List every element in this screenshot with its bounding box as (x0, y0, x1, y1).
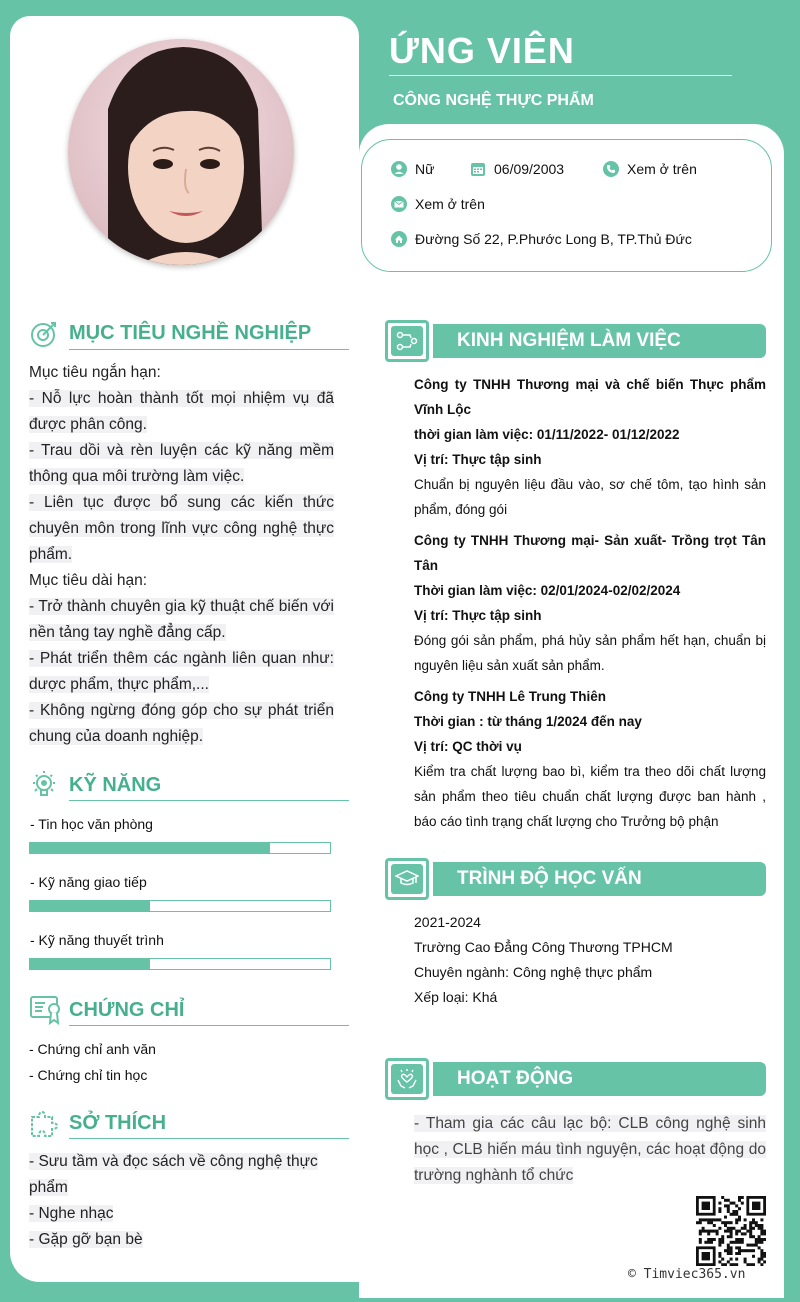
target-icon (30, 320, 58, 348)
hobby-item-2: - Nghe nhạc (29, 1205, 114, 1222)
certificate-item-1: - Chứng chỉ anh văn (29, 1041, 156, 1057)
skill-fill (30, 843, 270, 853)
job-desc: Đóng gói sản phẩm, phá hủy sản phẩm hết hạn, chuẩn bị nguyên liệu sản xuất sản phẩm. (414, 633, 766, 673)
job-1 (414, 372, 766, 522)
calendar-icon (470, 161, 486, 177)
hobbies-title: SỞ THÍCH (69, 1112, 167, 1134)
skill-bar-1 (29, 842, 331, 854)
candidate-name: ỨNG VIÊN (389, 30, 575, 71)
email-value: Xem ở trên (415, 196, 485, 212)
education-title: TRÌNH ĐỘ HỌC VẤN (433, 862, 766, 896)
objective-divider (69, 349, 349, 350)
objective-long-heading: Mục tiêu dài hạn: (29, 572, 148, 589)
contact-gender (391, 161, 434, 177)
hands-heart-icon (396, 1068, 418, 1090)
contact-address (391, 231, 692, 247)
job-2 (414, 528, 766, 678)
skill-label-3: - Kỹ năng thuyết trình (30, 932, 164, 948)
objective-long-2: - Phát triển thêm các ngành liên quan như: dược phẩm, thực phẩm,... (29, 650, 334, 693)
skill-fill (30, 959, 150, 969)
education-years: 2021-2024 (414, 914, 481, 930)
objective-short-2: - Trau dồi và rèn luyện các kỹ năng mềm thông qua môi trường làm việc. (29, 442, 334, 485)
certificate-icon (30, 995, 58, 1023)
copyright: © Timviec365.vn (628, 1267, 746, 1282)
phone-value: Xem ở trên (627, 161, 697, 177)
activities-icon-box (385, 1058, 429, 1100)
skills-title: KỸ NĂNG (69, 774, 162, 796)
objective-title: MỤC TIÊU NGHỀ NGHIỆP (69, 322, 312, 344)
email-icon (391, 196, 407, 212)
puzzle-icon (30, 1109, 58, 1137)
hobbies-list (29, 1149, 339, 1253)
activities-header (385, 1062, 766, 1098)
candidate-role: CÔNG NGHỆ THỰC PHẨM (393, 92, 594, 109)
job-company: Công ty TNHH Thương mại và chế biến Thực phẩm Vĩnh Lộc (414, 377, 766, 417)
education-major: Chuyên ngành: Công nghệ thực phẩm (414, 964, 653, 980)
hobby-item-1: - Sưu tầm và đọc sách về công nghệ thực phẩm (29, 1153, 318, 1196)
education-grade: Xếp loại: Khá (414, 989, 498, 1005)
header-divider (389, 75, 732, 76)
objective-short-heading: Mục tiêu ngắn hạn: (29, 364, 161, 381)
gender-value: Nữ (415, 161, 435, 177)
job-desc: Kiểm tra chất lượng bao bì, kiểm tra theo dõi chất lượng sản phẩm theo tiêu chuẩn chất lượng được ban hành , báo cáo tình trạng chất lượng cho Trưởng bộ phận (414, 764, 766, 829)
job-company: Công ty TNHH Thương mại- Sản xuất- Trồng trọt Tân Tân (414, 533, 766, 573)
objective-short-3: - Liên tục được bổ sung các kiến thức chuyên môn trong lĩnh vực công nghệ thực phẩm. (29, 494, 334, 563)
hobby-item-3: - Gặp gỡ bạn bè (29, 1231, 143, 1248)
qr-code (696, 1196, 766, 1266)
education-school: Trường Cao Đẳng Công Thương TPHCM (414, 939, 673, 955)
address-value: Đường Số 22, P.Phước Long B, TP.Thủ Đức (415, 231, 692, 247)
certificate-item-2: - Chứng chỉ tin học (29, 1067, 148, 1083)
education-details (414, 910, 766, 1010)
skill-label-1: - Tin học văn phòng (30, 816, 153, 832)
experience-title: KINH NGHIỆM LÀM VIỆC (433, 324, 766, 358)
job-time: Thời gian làm việc: 02/01/2024-02/02/2024 (414, 583, 681, 598)
graduation-cap-icon (395, 869, 419, 889)
job-company: Công ty TNHH Lê Trung Thiên (414, 689, 606, 704)
experience-icon-box (385, 320, 429, 362)
education-header (385, 862, 766, 898)
activities-text: - Tham gia các câu lạc bộ: CLB công nghệ sinh học , CLB hiến máu tình nguyện, các hoạt động do trường nghành tổ chức (414, 1115, 766, 1184)
certificates-title: CHỨNG CHỈ (69, 999, 185, 1021)
objective-long-1: - Trở thành chuyên gia kỹ thuật chế biến với nền tảng tay nghề đẳng cấp. (29, 598, 334, 641)
education-icon-box (385, 858, 429, 900)
certificates-divider (69, 1025, 349, 1026)
experience-header (385, 324, 766, 360)
contact-dob (470, 161, 564, 177)
objective-long-3: - Không ngừng đóng góp cho sự phát triển chung của doanh nghiệp. (29, 702, 334, 745)
skill-fill (30, 901, 150, 911)
phone-icon (603, 161, 619, 177)
job-time: Thời gian : từ tháng 1/2024 đến nay (414, 714, 642, 729)
skill-label-2: - Kỹ năng giao tiếp (30, 874, 147, 890)
dob-value: 06/09/2003 (494, 161, 565, 177)
job-time: thời gian làm việc: 01/11/2022- 01/12/2022 (414, 427, 680, 442)
skills-divider (69, 800, 349, 801)
job-position: Vị trí: Thực tập sinh (414, 452, 542, 467)
user-icon (391, 161, 407, 177)
objective-content (29, 360, 334, 750)
contact-email (391, 196, 485, 212)
skill-bar-3 (29, 958, 331, 970)
contact-phone (603, 161, 697, 177)
objective-short-1: - Nỗ lực hoàn thành tốt mọi nhiệm vụ đã được phân công. (29, 390, 334, 433)
activities-title: HOẠT ĐỘNG (433, 1062, 766, 1096)
activities-content (414, 1111, 766, 1189)
job-position: Vị trí: QC thời vụ (414, 739, 522, 754)
job-desc: Chuẩn bị nguyên liệu đầu vào, sơ chế tôm, tạo hình sản phẩm, đóng gói (414, 477, 766, 517)
workflow-icon (396, 331, 418, 351)
home-icon (391, 231, 407, 247)
skill-bar-2 (29, 900, 331, 912)
lightbulb-icon (30, 770, 58, 798)
hobbies-divider (69, 1138, 349, 1139)
avatar (68, 39, 294, 265)
job-position: Vị trí: Thực tập sinh (414, 608, 542, 623)
job-3 (414, 684, 766, 834)
experience-list (414, 372, 766, 834)
